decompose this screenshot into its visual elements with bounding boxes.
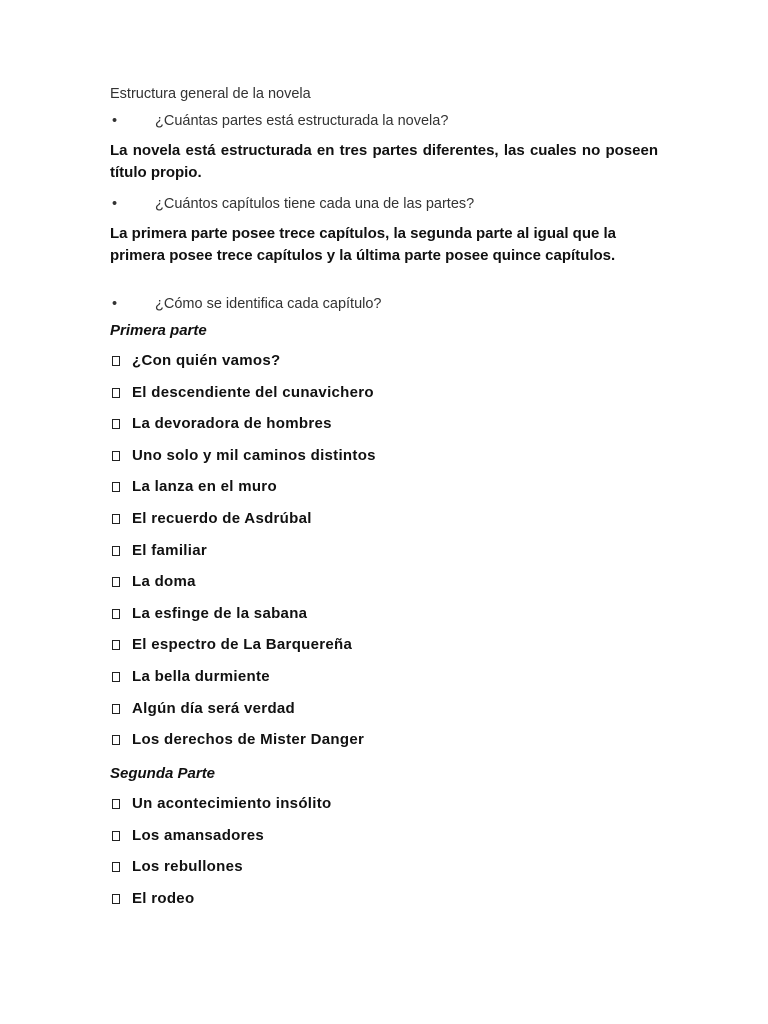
bullet-icon: • (112, 296, 118, 312)
chapter-title: La bella durmiente (132, 668, 270, 685)
chapter-title: Uno solo y mil caminos distintos (132, 446, 376, 464)
part-title-primera: Primera parte (110, 322, 207, 339)
checkbox-square-icon (112, 577, 120, 587)
chapter-title: Los rebullones (132, 858, 243, 876)
chapter-title: La devoradora de hombres (132, 415, 332, 433)
checkbox-square-icon (112, 482, 120, 492)
checkbox-square-icon (112, 862, 120, 872)
checkbox-square-icon (112, 704, 120, 714)
chapter-title: La lanza en el muro (132, 478, 277, 496)
document-heading: Estructura general de la novela (110, 86, 311, 102)
chapter-title: El recuerdo de Asdrúbal (132, 510, 312, 527)
bullet-icon: • (112, 113, 118, 129)
checkbox-square-icon (112, 672, 120, 682)
chapter-title: Los derechos de Mister Danger (132, 731, 365, 749)
chapter-title: La doma (132, 573, 196, 591)
checkbox-square-icon (112, 640, 120, 650)
question-text: ¿Cómo se identifica cada capítulo? (155, 296, 382, 312)
question-text: ¿Cuántos capítulos tiene cada una de las partes? (155, 196, 475, 212)
checkbox-square-icon (112, 609, 120, 619)
checkbox-square-icon (112, 894, 120, 904)
checkbox-square-icon (112, 735, 120, 745)
chapter-title: Los amansadores (132, 826, 265, 844)
checkbox-square-icon (112, 546, 120, 556)
chapter-title: El rodeo (132, 889, 195, 907)
checkbox-square-icon (112, 831, 120, 841)
checkbox-square-icon (112, 514, 120, 524)
chapter-title: ¿Con quién vamos? (132, 352, 281, 369)
chapter-title: El espectro de La Barquereña (132, 636, 353, 654)
checkbox-square-icon (112, 356, 120, 366)
checkbox-square-icon (112, 388, 120, 398)
bullet-icon: • (112, 196, 118, 212)
chapter-title: La esfinge de la sabana (132, 604, 308, 622)
checkbox-square-icon (112, 419, 120, 429)
chapter-title: Algún día será verdad (132, 699, 296, 717)
part-title-segunda: Segunda Parte (110, 765, 216, 782)
chapter-title: El descendiente del cunavichero (132, 383, 374, 401)
checkbox-square-icon (112, 799, 120, 809)
checkbox-square-icon (112, 451, 120, 461)
chapter-title: Un acontecimiento insólito (132, 795, 332, 812)
answer-2: La primera parte posee trece capítulos, la segunda parte al igual que la primera posee trece capítulos y la última parte posee quince capítulos. (110, 225, 617, 264)
answer-1: La novela está estructurada en tres partes diferentes, las cuales no poseen título propio. (110, 142, 658, 181)
question-text: ¿Cuántas partes está estructurada la novela? (155, 113, 449, 129)
chapter-title: El familiar (132, 541, 207, 559)
